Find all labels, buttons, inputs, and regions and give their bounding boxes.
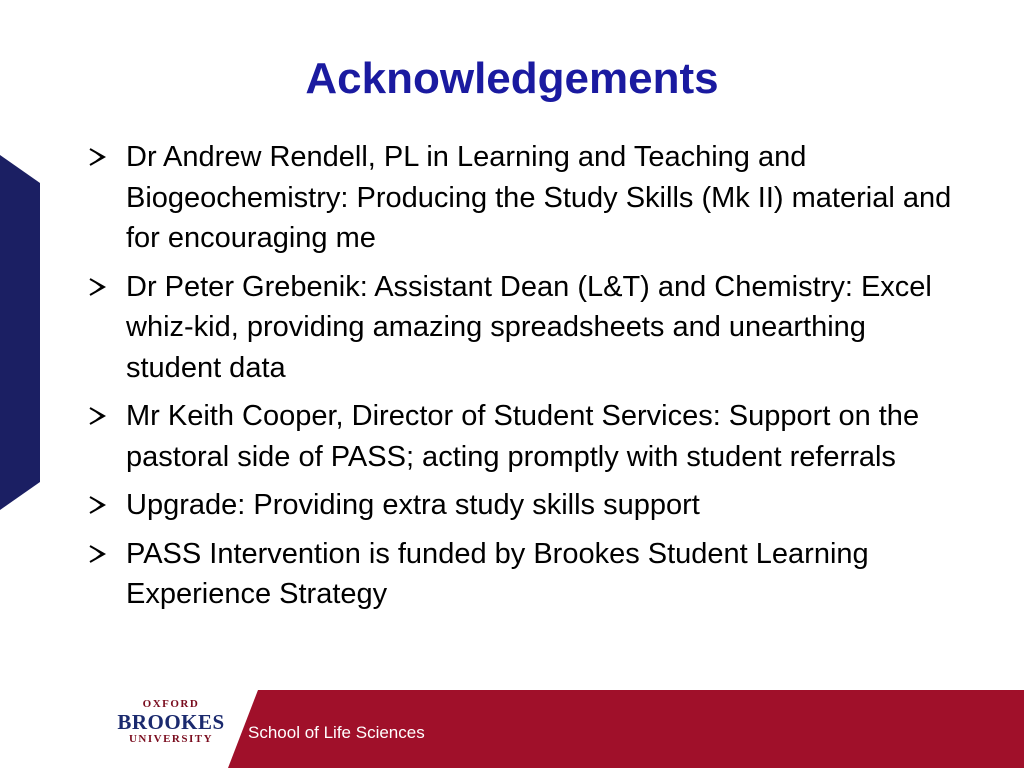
arrowhead-bullet-icon [86,137,116,177]
footer-school-name: School of Life Sciences [248,723,425,742]
bullet-text: PASS Intervention is funded by Brookes Student Learning Experience Strategy [126,537,869,610]
bullet-text: Dr Peter Grebenik: Assistant Dean (L&T) and Chemistry: Excel whiz-kid, providing amazing spreadsheets and unearthing student data [126,270,932,384]
bullet-text: Dr Andrew Rendell, PL in Learning and Teaching and Biogeochemistry: Producing the Study Skills (Mk II) material and for encouraging me [126,141,952,254]
arrowhead-bullet-icon [86,267,116,307]
footer-bar [0,690,1024,768]
arrowhead-bullet-icon [86,534,116,574]
side-band-decoration [0,155,40,510]
arrowhead-bullet-icon [86,396,116,436]
logo-line-oxford: OXFORD [142,698,200,710]
logo-line-university: UNIVERSITY [128,733,214,745]
logo-line-brookes: BROOKES [117,710,225,734]
slide-title: Acknowledgements [305,54,719,103]
university-logo [112,698,230,746]
bullet-list [86,137,966,623]
bullet-item [86,485,966,526]
bullet-text: Mr Keith Cooper, Director of Student Services: Support on the pastoral side of PASS; acting promptly with student referrals [126,400,920,473]
bullet-item [86,267,966,389]
arrowhead-bullet-icon [86,485,116,525]
bullet-item [86,534,966,615]
bullet-item [86,396,966,477]
bullet-item [86,137,966,259]
bullet-text: Upgrade: Providing extra study skills support [126,489,700,521]
